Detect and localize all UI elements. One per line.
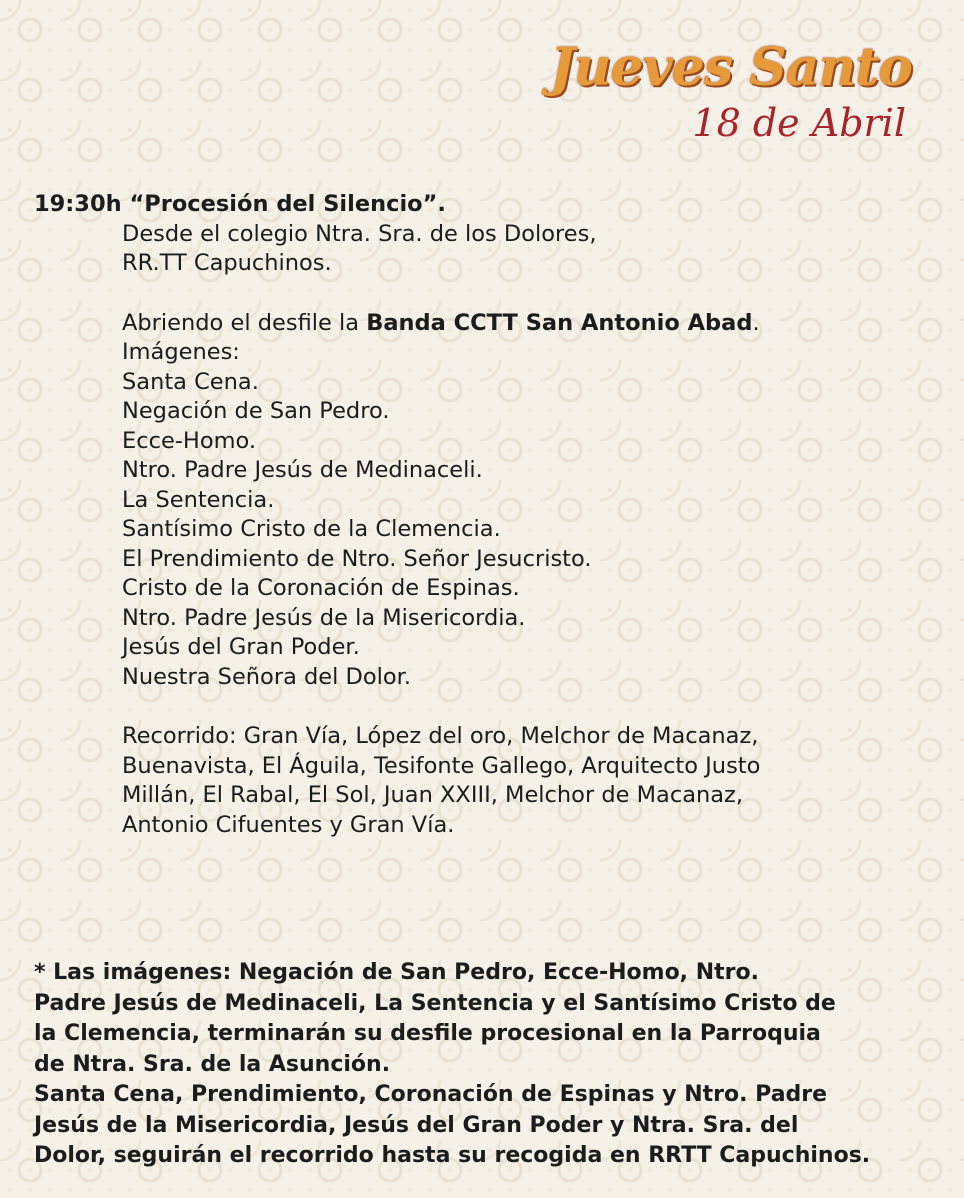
band-name: Banda CCTT San Antonio Abad bbox=[366, 309, 753, 336]
list-item: Santísimo Cristo de la Clemencia. bbox=[122, 516, 501, 542]
band-line bbox=[122, 309, 934, 339]
event-time-title: 19:30h “Procesión del Silencio”. bbox=[34, 191, 446, 217]
list-item: Ntro. Padre Jesús de la Misericordia. bbox=[122, 604, 526, 631]
footnote bbox=[34, 958, 944, 1172]
event-section bbox=[34, 190, 934, 840]
footnote-line: la Clemencia, terminarán su desfile procesional en la Parroquia bbox=[34, 1021, 821, 1046]
spacer bbox=[122, 279, 934, 309]
list-item: Ntro. Padre Jesús de Medinaceli. bbox=[122, 457, 483, 483]
band-prefix: Abriendo el desfile la bbox=[122, 309, 367, 336]
list-item: Cristo de la Coronación de Espinas. bbox=[122, 575, 520, 601]
event-details bbox=[34, 220, 934, 841]
route-line: Antonio Cifuentes y Gran Vía. bbox=[122, 811, 455, 838]
footnote-line: Santa Cena, Prendimiento, Coronación de Espinas y Ntro. Padre bbox=[34, 1082, 828, 1107]
list-item: Jesús del Gran Poder. bbox=[122, 634, 360, 660]
origin-line: RR.TT Capuchinos. bbox=[122, 250, 332, 276]
list-item: El Prendimiento de Ntro. Señor Jesucristo. bbox=[122, 545, 592, 572]
list-item: Ecce-Homo. bbox=[122, 427, 257, 454]
list-item: Negación de San Pedro. bbox=[122, 398, 390, 424]
band-suffix: . bbox=[752, 309, 760, 336]
footnote-line: Jesús de la Misericordia, Jesús del Gran Poder y Ntra. Sra. del bbox=[34, 1112, 799, 1138]
page-date: 18 de Abril bbox=[692, 101, 906, 145]
page-title: Jueves Santo bbox=[550, 37, 912, 98]
page-heading bbox=[550, 38, 912, 148]
route-line: Buenavista, El Águila, Tesifonte Gallego, Arquitecto Justo bbox=[122, 752, 761, 779]
list-item: Nuestra Señora del Dolor. bbox=[122, 663, 411, 690]
footnote-line: * Las imágenes: Negación de San Pedro, Ecce-Homo, Ntro. bbox=[34, 960, 759, 985]
images-label: Imágenes: bbox=[122, 339, 240, 365]
footnote-line: Dolor, seguirán el recorrido hasta su recogida en RRTT Capuchinos. bbox=[34, 1143, 871, 1168]
origin-line: Desde el colegio Ntra. Sra. de los Dolores, bbox=[122, 220, 597, 247]
footnote-line: de Ntra. Sra. de la Asunción. bbox=[34, 1051, 391, 1077]
list-item: La Sentencia. bbox=[122, 486, 275, 513]
list-item: Santa Cena. bbox=[122, 368, 259, 395]
spacer bbox=[122, 692, 934, 722]
footnote-line: Padre Jesús de Medinaceli, La Sentencia y el Santísimo Cristo de bbox=[34, 990, 836, 1016]
route-line: Recorrido: Gran Vía, López del oro, Melchor de Macanaz, bbox=[122, 723, 759, 749]
route-line: Millán, El Rabal, El Sol, Juan XXIII, Melchor de Macanaz, bbox=[122, 782, 744, 808]
